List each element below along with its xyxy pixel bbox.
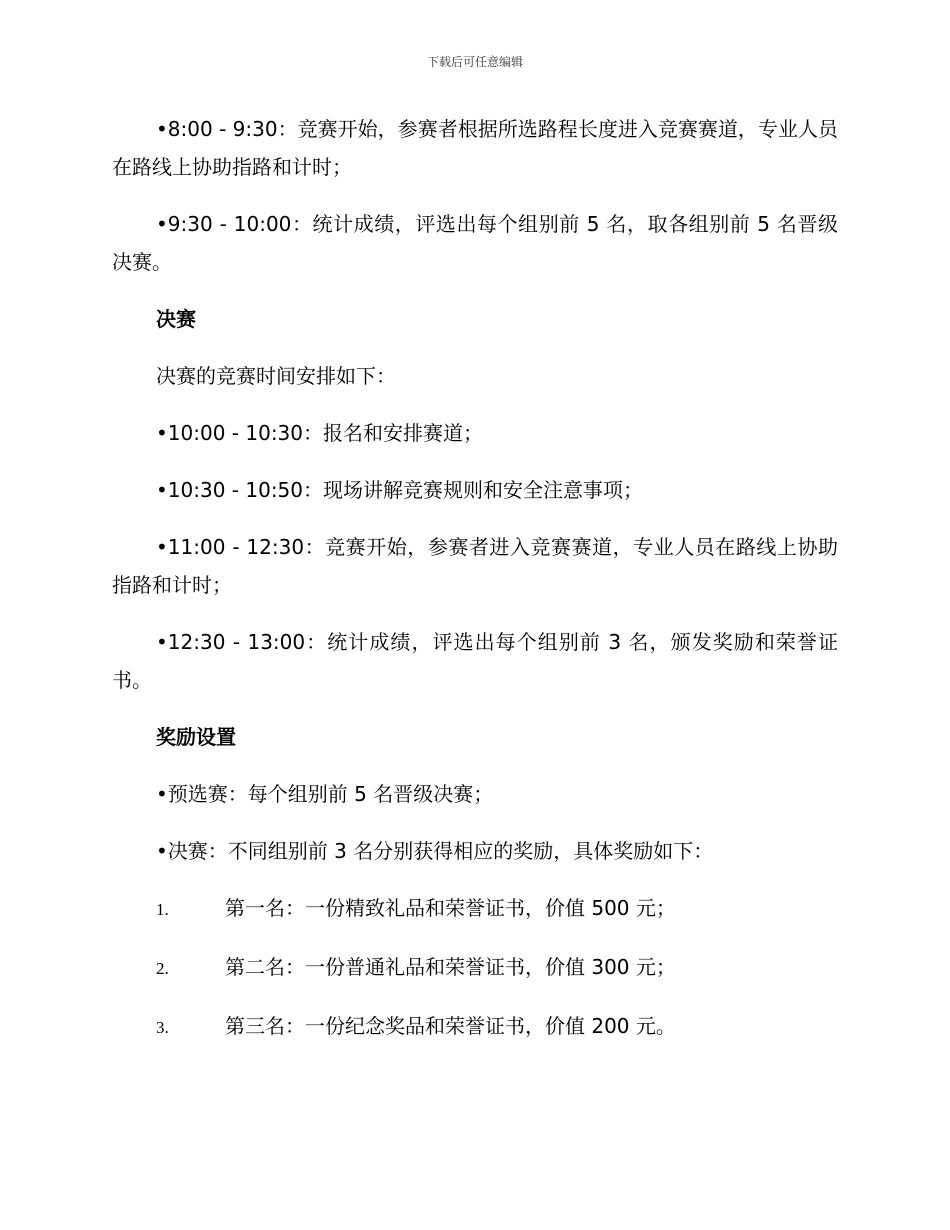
schedule-item-text: 11:00 - 12:30：竞赛开始，参赛者进入竞赛赛道，专业人员在路线上协助指路和计时； [112,535,838,597]
prize-text: 第三名：一份纪念奖品和荣誉证书，价值 200 元。 [225,1014,676,1038]
prize-number: 3. [156,1018,169,1037]
award-item [112,775,838,832]
schedule-item [112,471,838,528]
bullet-marker: • [156,630,168,654]
bullet-marker: • [156,117,168,141]
section-heading-final: 决赛 [156,307,196,331]
prize-text: 第二名：一份普通礼品和荣誉证书，价值 300 元； [225,955,676,979]
award-item-text: 预选赛：每个组别前 5 名晋级决赛； [167,782,494,806]
schedule-item [112,623,838,718]
bullet-marker: • [156,535,168,559]
prize-number: 1. [156,900,169,919]
section-heading-awards: 奖励设置 [156,725,236,749]
prize-text: 第一名：一份精致礼品和荣誉证书，价值 500 元； [225,896,676,920]
schedule-item-text: 12:30 - 13:00：统计成绩，评选出每个组别前 3 名，颁发奖励和荣誉证书。 [112,630,838,692]
schedule-item-text: 8:00 - 9:30：竞赛开始，参赛者根据所选路程长度进入竞赛赛道，专业人员在路线上协助指路和计时； [112,117,838,179]
schedule-item-text: 10:30 - 10:50：现场讲解竞赛规则和安全注意事项； [167,478,644,502]
schedule-item [112,528,838,623]
prize-number: 2. [156,959,169,978]
bullet-marker: • [156,421,168,445]
schedule-item-text: 9:30 - 10:00：统计成绩，评选出每个组别前 5 名，取各组别前 5 名晋级决赛。 [112,212,838,274]
bullet-marker: • [156,212,168,236]
schedule-item [112,110,838,205]
schedule-item [112,414,838,471]
prize-item [112,948,838,1007]
award-item [112,832,838,889]
prize-item [112,889,838,948]
prize-item [112,1007,838,1066]
bullet-marker: • [156,478,168,502]
award-item-text: 决赛：不同组别前 3 名分别获得相应的奖励，具体奖励如下： [167,839,714,863]
bullet-marker: • [156,839,168,863]
schedule-item-text: 10:00 - 10:30：报名和安排赛道； [167,421,484,445]
schedule-item [112,205,838,300]
final-intro: 决赛的竞赛时间安排如下： [156,364,396,388]
document-body [112,110,838,1066]
bullet-marker: • [156,782,168,806]
page-header: 下载后可任意编辑 [426,55,523,69]
